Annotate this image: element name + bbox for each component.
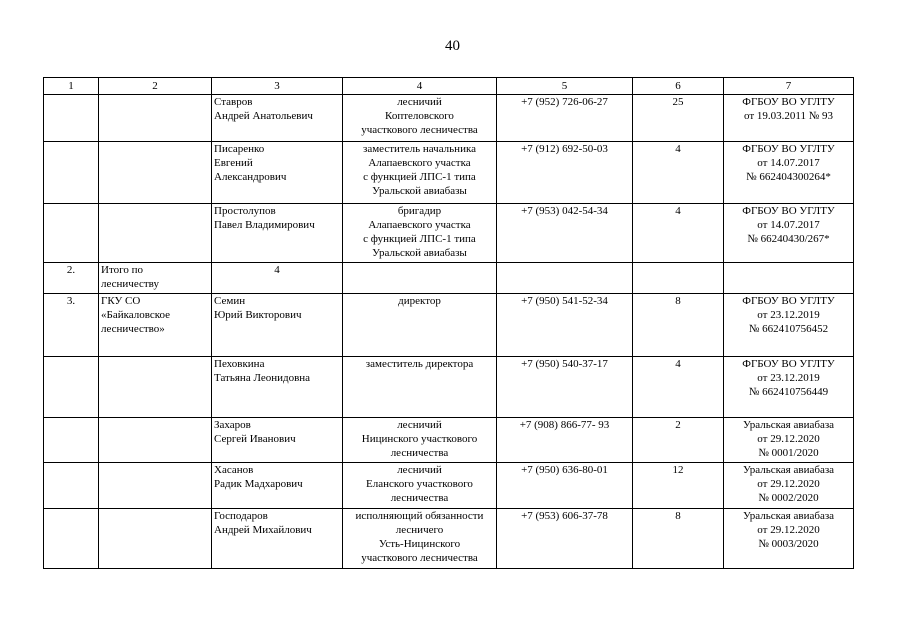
- phone-cell: [497, 263, 633, 294]
- position-cell: директор: [343, 294, 497, 357]
- column-header: 2: [99, 78, 212, 95]
- phone-cell: +7 (912) 692-50-03: [497, 142, 633, 204]
- position-cell: лесничий Еланского участкового лесничества: [343, 463, 497, 509]
- phone-cell: +7 (950) 636-80-01: [497, 463, 633, 509]
- name-cell: Ставров Андрей Анатольевич: [212, 95, 343, 142]
- experience-cell: 25: [633, 95, 724, 142]
- forestry-cell: [99, 95, 212, 142]
- column-header: 7: [724, 78, 854, 95]
- position-cell: бригадир Алапаевского участка с функцией ЛПС-1 типа Уральской авиабазы: [343, 204, 497, 263]
- table-header-row: [44, 78, 854, 95]
- document-cell: ФГБОУ ВО УГЛТУ от 23.12.2019 № 662410756449: [724, 357, 854, 418]
- document-cell: Уральская авиабаза от 29.12.2020 № 0003/2020: [724, 509, 854, 569]
- experience-cell: [633, 263, 724, 294]
- position-cell: [343, 263, 497, 294]
- document-cell: Уральская авиабаза от 29.12.2020 № 0002/2020: [724, 463, 854, 509]
- row-number-cell: [44, 357, 99, 418]
- name-cell: Писаренко Евгений Александрович: [212, 142, 343, 204]
- row-number-cell: 3.: [44, 294, 99, 357]
- forestry-cell: [99, 509, 212, 569]
- forestry-cell: [99, 142, 212, 204]
- experience-cell: 8: [633, 294, 724, 357]
- forestry-cell: [99, 357, 212, 418]
- column-header: 3: [212, 78, 343, 95]
- position-cell: заместитель начальника Алапаевского участка с функцией ЛПС-1 типа Уральской авиабазы: [343, 142, 497, 204]
- experience-cell: 2: [633, 418, 724, 463]
- row-number-cell: [44, 509, 99, 569]
- position-cell: заместитель директора: [343, 357, 497, 418]
- document-cell: Уральская авиабаза от 29.12.2020 № 0001/2020: [724, 418, 854, 463]
- table-row: [44, 463, 854, 509]
- forestry-cell: [99, 418, 212, 463]
- experience-cell: 4: [633, 142, 724, 204]
- position-cell: лесничий Ницинского участкового лесничества: [343, 418, 497, 463]
- row-number-cell: [44, 463, 99, 509]
- row-number-cell: [44, 95, 99, 142]
- position-cell: лесничий Коптеловского участкового лесничества: [343, 95, 497, 142]
- row-number-cell: 2.: [44, 263, 99, 294]
- document-cell: ФГБОУ ВО УГЛТУ от 14.07.2017 № 662404300264*: [724, 142, 854, 204]
- page-number: 40: [445, 38, 460, 54]
- phone-cell: +7 (952) 726-06-27: [497, 95, 633, 142]
- document-cell: ФГБОУ ВО УГЛТУ от 23.12.2019 № 662410756452: [724, 294, 854, 357]
- name-cell: Господаров Андрей Михайлович: [212, 509, 343, 569]
- experience-cell: 12: [633, 463, 724, 509]
- name-cell: Хасанов Радик Мадхарович: [212, 463, 343, 509]
- experience-cell: 4: [633, 204, 724, 263]
- table-row: [44, 142, 854, 204]
- table-row: [44, 204, 854, 263]
- forestry-cell: [99, 463, 212, 509]
- table-row: [44, 418, 854, 463]
- row-number-cell: [44, 204, 99, 263]
- name-cell: Захаров Сергей Иванович: [212, 418, 343, 463]
- phone-cell: +7 (953) 042-54-34: [497, 204, 633, 263]
- experience-cell: 4: [633, 357, 724, 418]
- column-header: 5: [497, 78, 633, 95]
- column-header: 1: [44, 78, 99, 95]
- total-count-cell: 4: [212, 263, 343, 294]
- row-number-cell: [44, 418, 99, 463]
- column-header: 6: [633, 78, 724, 95]
- document-cell: [724, 263, 854, 294]
- table-row: [44, 263, 854, 294]
- table-row: [44, 357, 854, 418]
- name-cell: Простолупов Павел Владимирович: [212, 204, 343, 263]
- experience-cell: 8: [633, 509, 724, 569]
- forestry-cell: Итого по лесничеству: [99, 263, 212, 294]
- column-header: 4: [343, 78, 497, 95]
- name-cell: Пеховкина Татьяна Леонидовна: [212, 357, 343, 418]
- position-cell: исполняющий обязанности лесничего Усть-Ницинского участкового лесничества: [343, 509, 497, 569]
- table-row: [44, 95, 854, 142]
- forestry-cell: ГКУ СО «Байкаловское лесничество»: [99, 294, 212, 357]
- phone-cell: +7 (950) 540-37-17: [497, 357, 633, 418]
- phone-cell: +7 (950) 541-52-34: [497, 294, 633, 357]
- forestry-cell: [99, 204, 212, 263]
- table-row: [44, 294, 854, 357]
- phone-cell: +7 (908) 866-77- 93: [497, 418, 633, 463]
- table-row: [44, 509, 854, 569]
- phone-cell: +7 (953) 606-37-78: [497, 509, 633, 569]
- row-number-cell: [44, 142, 99, 204]
- staff-table: [43, 77, 854, 569]
- document-cell: ФГБОУ ВО УГЛТУ от 19.03.2011 № 93: [724, 95, 854, 142]
- name-cell: Семин Юрий Викторович: [212, 294, 343, 357]
- document-cell: ФГБОУ ВО УГЛТУ от 14.07.2017 № 66240430/267*: [724, 204, 854, 263]
